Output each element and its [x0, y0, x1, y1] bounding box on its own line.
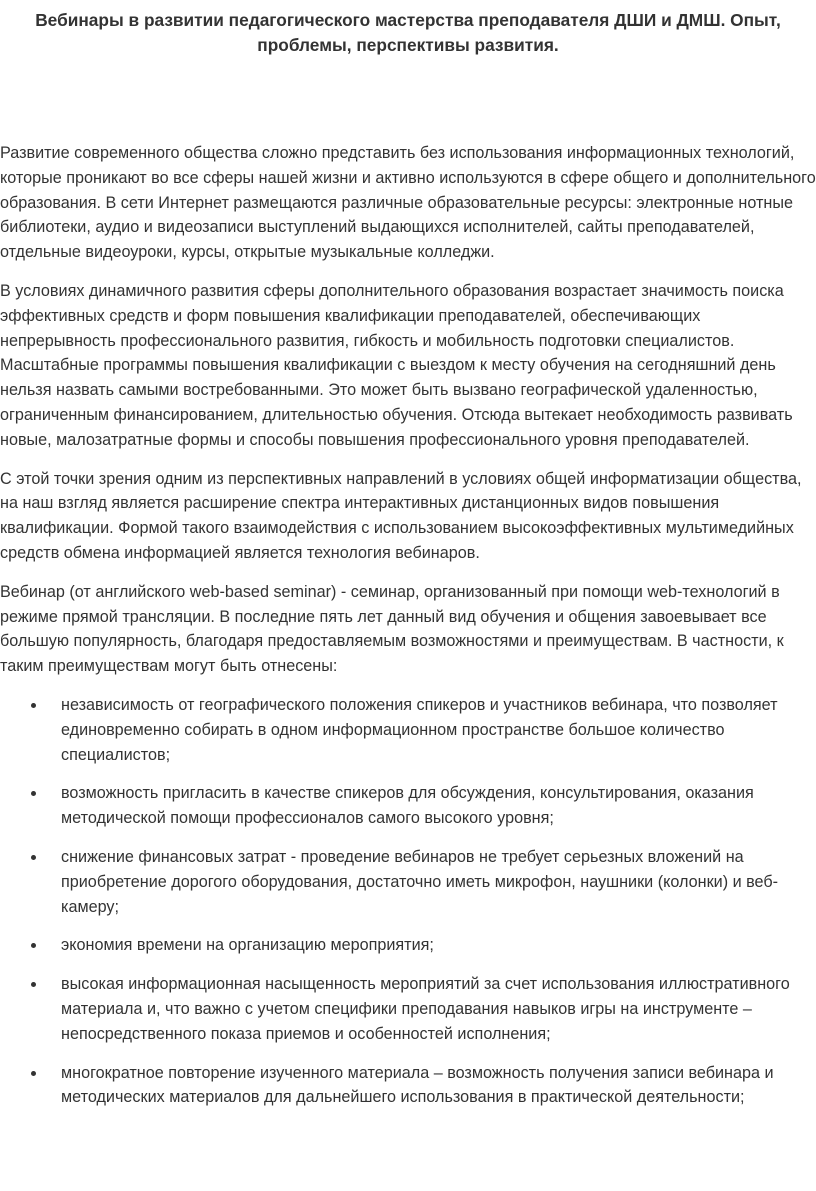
list-item — [0, 972, 816, 1046]
list-item-text: независимость от географического положения спикеров и участников вебинара, что позволяет единовременно собирать в одном информационном пространстве большое количество специалистов; — [61, 695, 778, 764]
advantages-list — [0, 693, 816, 1110]
paragraph-intro: Развитие современного общества сложно представить без использования информационных технологий, которые проникают во все сферы нашей жизни и активно используются в сфере общего и дополнительного образования. В сети Интернет размещаются различные образовательные ресурсы: электронные нотные библиотеки, аудио и видеозаписи выступлений выдающихся исполнителей, сайты преподавателей, отдельные видеоуроки, курсы, открытые музыкальные колледжи. — [0, 144, 816, 262]
list-item — [0, 933, 816, 958]
list-item — [0, 693, 816, 767]
paragraph-qualification: В условиях динамичного развития сферы дополнительного образования возрастает значимость поиска эффективных средств и форм повышения квалификации преподавателей, обеспечивающих непрерывность профессионального развития, гибкость и мобильность подготовки специалистов. Масштабные программы повышения квалификации с выездом к месту обучения на сегодняшний день нельзя назвать самыми востребованными. Это может быть вызвано географической удаленностью, ограниченным финансированием, длительностью обучения. Отсюда вытекает необходимость развивать новые, малозатратные формы и способы повышения профессионального уровня преподавателей. — [0, 281, 793, 449]
list-item-text: экономия времени на организацию мероприятия; — [61, 936, 434, 955]
list-item-text: возможность пригласить в качестве спикеров для обсуждения, консультирования, оказания методической помощи профессионалов самого высокого уровня; — [61, 784, 754, 828]
bullet-icon — [31, 703, 36, 708]
list-item — [0, 845, 816, 919]
document-body — [0, 141, 816, 1124]
list-item — [0, 781, 816, 831]
document-title: Вебинары в развитии педагогического мастерства преподавателя ДШИ и ДМШ. Опыт, проблемы, перспективы развития. — [35, 10, 781, 55]
bullet-icon — [31, 791, 36, 796]
list-item-text: высокая информационная насыщенность мероприятий за счет использования иллюстративного материала и, что важно с учетом специфики преподавания навыков игры на инструменте – непосредственного показа приемов и особенностей исполнения; — [61, 975, 790, 1043]
paragraph-perspective: С этой точки зрения одним из перспективных направлений в условиях общей информатизации общества, на наш взгляд является расширение спектра интерактивных дистанционных видов повышения квалификации. Формой такого взаимодействия с использованием высокоэффективных мультимедийных средств обмена информацией является технология вебинаров. — [0, 469, 802, 562]
bullet-icon — [31, 943, 36, 948]
list-item — [0, 1061, 816, 1111]
bullet-icon — [31, 982, 36, 987]
paragraph-webinar-definition: Вебинар (от английского web-based seminar) - семинар, организованный при помощи web-технологий в режиме прямой трансляции. В последние пять лет данный вид обучения и общения завоевывает все большую популярность, благодаря предоставляемым возможностями и преимуществам. В частности, к таким преимуществам могут быть отнесены: — [0, 582, 784, 676]
list-item-text: многократное повторение изученного материала – возможность получения записи вебинара и методических материалов для дальнейшего использования в практической деятельности; — [61, 1063, 774, 1107]
bullet-icon — [31, 1071, 36, 1076]
list-item-text: снижение финансовых затрат - проведение вебинаров не требует серьезных вложений на приобретение дорогого оборудования, достаточно иметь микрофон, наушники (колонки) и веб-камеру; — [61, 847, 779, 916]
bullet-icon — [31, 855, 36, 860]
